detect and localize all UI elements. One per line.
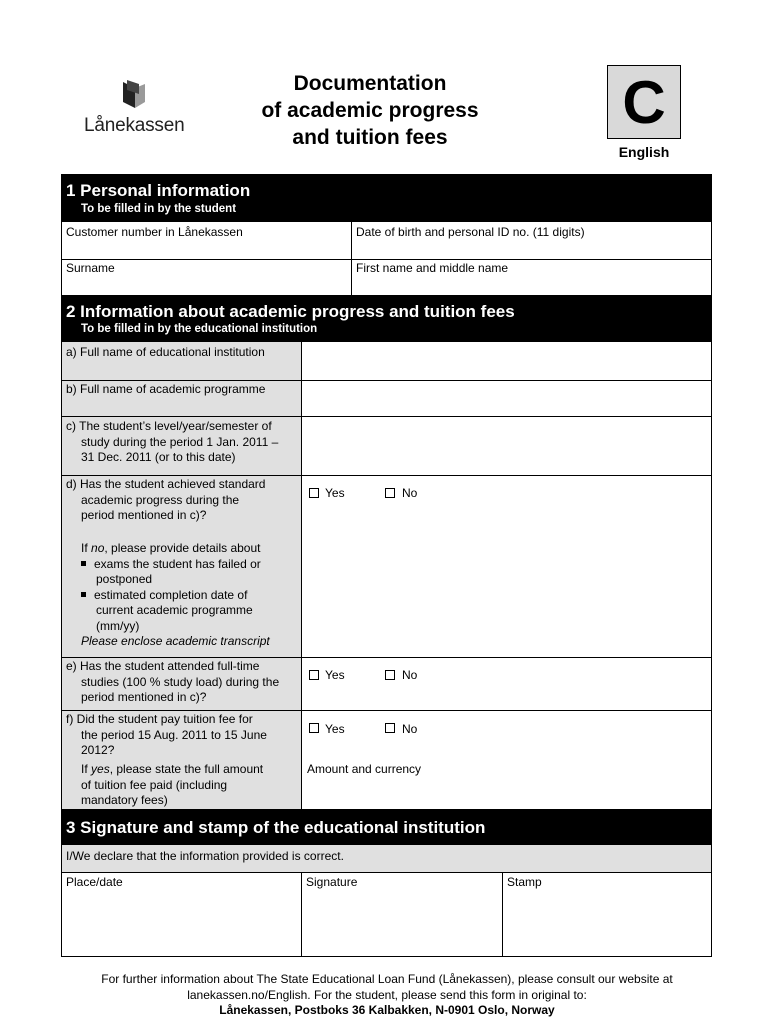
declaration-text: I/We declare that the information provided is correct. [66, 849, 344, 863]
customer-number-field[interactable]: Customer number in Lånekassen [66, 225, 243, 239]
footer-line-1: For further information about The State Educational Loan Fund (Lånekassen), please consult our website at [101, 972, 673, 986]
section1-subtitle: To be filled in by the student [81, 203, 237, 215]
section2-subtitle: To be filled in by the educational institution [81, 323, 318, 335]
tuition-amount-label: If yes, please state the full amount of tuition fee paid (including mandatory fees) [81, 762, 264, 807]
section2-header [62, 296, 711, 342]
fulltime-yes-checkbox[interactable] [309, 670, 319, 680]
progress-yes-checkbox[interactable] [309, 488, 319, 498]
level-year-label: c) The student’s level/year/semester of study during the period 1 Jan. 2011 – 31 Dec. 2011 (or to this date) [66, 419, 279, 464]
progress-no-label: No [402, 486, 418, 500]
amount-currency-field[interactable]: Amount and currency [307, 762, 422, 776]
programme-name-label: b) Full name of academic programme [66, 382, 266, 396]
title-line: Documentation [293, 72, 447, 95]
tuition-no-checkbox[interactable] [385, 723, 395, 733]
stamp-field[interactable]: Stamp [507, 875, 542, 889]
language-label: English [618, 144, 670, 160]
form-letter-box: C [607, 65, 681, 139]
document-title [220, 70, 520, 151]
footer [60, 972, 714, 1019]
fulltime-no-label: No [402, 668, 418, 682]
progress-details-input[interactable] [302, 541, 711, 657]
fulltime-yes-label: Yes [325, 668, 345, 682]
birth-id-field[interactable]: Date of birth and personal ID no. (11 digits) [356, 225, 585, 239]
section3-title: 3 Signature and stamp of the educational institution [66, 818, 486, 837]
lanekassen-logo-icon [121, 80, 147, 110]
tuition-no-label: No [402, 722, 418, 736]
programme-name-input[interactable] [302, 381, 711, 416]
progress-yes-label: Yes [325, 486, 345, 500]
institution-name-input[interactable] [302, 343, 711, 380]
progress-no-checkbox[interactable] [385, 488, 395, 498]
section2-title: 2 Information about academic progress and tuition fees [66, 302, 515, 321]
surname-field[interactable]: Surname [66, 261, 115, 275]
section1-header [62, 175, 711, 222]
footer-line-2: lanekassen.no/English. For the student, please send this form in original to: [187, 987, 587, 1002]
place-date-field[interactable]: Place/date [66, 875, 123, 889]
tuition-yes-label: Yes [325, 722, 345, 736]
tuition-yes-checkbox[interactable] [309, 723, 319, 733]
logo-text: Lånekassen [84, 115, 185, 136]
progress-question-label: d) Has the student achieved standard academic progress during the period mentioned in c)? [66, 477, 266, 522]
first-name-field[interactable]: First name and middle name [356, 261, 509, 275]
signature-field[interactable]: Signature [306, 875, 358, 889]
title-line: of academic progress [261, 99, 479, 122]
form-table [61, 174, 712, 957]
section1-title: 1 Personal information [66, 181, 251, 200]
level-year-input[interactable] [302, 417, 711, 475]
tuition-question-label: f) Did the student pay tuition fee for the period 15 Aug. 2011 to 15 June 2012? [66, 712, 267, 757]
title-line: and tuition fees [292, 126, 448, 149]
section3-header [62, 810, 711, 845]
fulltime-no-checkbox[interactable] [385, 670, 395, 680]
footer-address: Lånekassen, Postboks 36 Kalbakken, N-0901 Oslo, Norway [219, 1003, 555, 1017]
fulltime-question-label: e) Has the student attended full-time studies (100 % study load) during the period mentioned in c)? [66, 659, 280, 704]
institution-name-label: a) Full name of educational institution [66, 345, 265, 359]
progress-details-label: If no, please provide details about exams the student has failed or postponed estimated completion date of current academic programme (mm/yy) Please enclose academic transcript [81, 541, 270, 648]
